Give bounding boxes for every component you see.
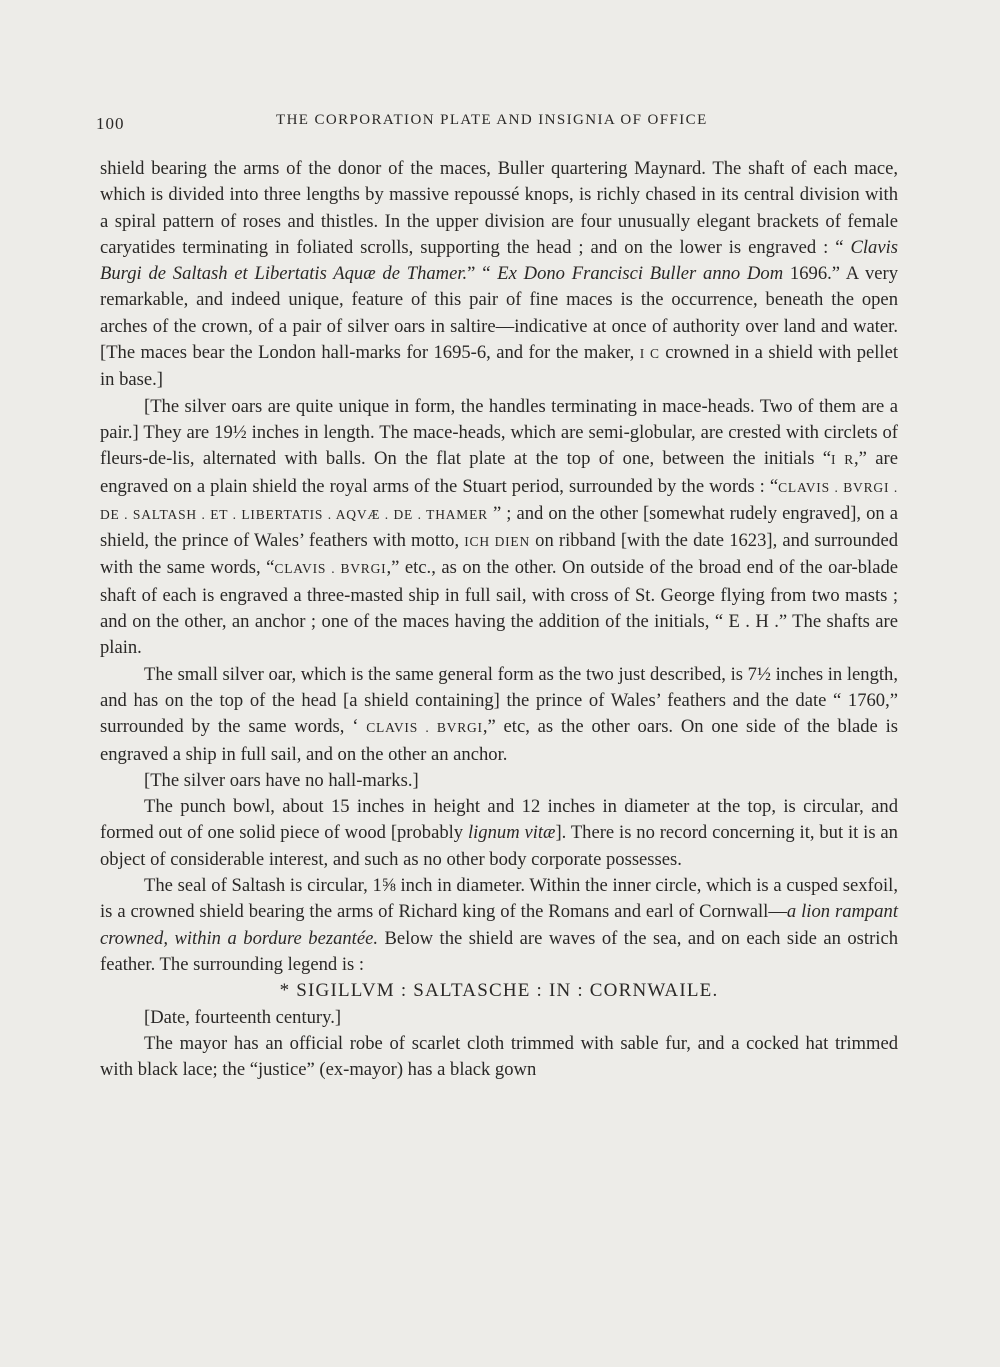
text: The seal of Saltash is circular, 1⅝ inch in diameter. Within the inner circle, which is a cusped sexfoil, is a crowned shield bearing the arms of Richard king of the Romans and earl of Cornwall— — [100, 875, 898, 923]
text: 1696.” A very remarkable, and indeed unique, feature of this pair of fine maces is the occurrence, beneath the open arches of the crown, of a pair of silver oars in saltire—indicative at once of authority over land and water. [The maces bear the London hall-marks for 1695-6, and for the maker, — [100, 263, 898, 364]
text: ,” are engraved on a plain shield the royal arms of the Stuart period, surrounded by the words : “ — [100, 448, 898, 497]
text: ,” etc., as on the other. On outside of the broad end of the oar-blade shaft of each is engraved a three-masted ship in full sail, with cross of St. George flying from two masts ; and on the other, an anchor ; one of the maces having the addition of the initials, “ E . H .” The shafts are plain. — [100, 557, 899, 659]
inscription: CLAVIS . BVRGI . DE . SALTASH . ET . LIBERTATIS . AQVÆ . DE . THAMER — [100, 479, 898, 522]
paragraph-hallmarks — [100, 768, 898, 794]
maker-mark: I C — [639, 346, 660, 362]
inscription: CLAVIS . BVRGI — [366, 720, 483, 736]
text: on ribband [with the date 1623], and surrounded with the same words, “ — [100, 530, 899, 579]
paragraph-mayor — [100, 1031, 898, 1084]
text: shield bearing the arms of the donor of the maces, Buller quartering Maynard. The shaft of each mace, which is divided into three lengths by massive repoussé knops, is richly chased in its central division with a spiral pattern of roses and thistles. In the upper division are four unusually elegant brackets of female caryatides terminating in foliated scrolls, supporting the head ; and on the lower is engraved : “ — [100, 158, 898, 258]
heraldic-blazon: a lion rampant crowned, within a bordure bezantée. — [100, 901, 898, 949]
paragraph-silver-oars — [100, 394, 898, 662]
page-number: 100 — [96, 114, 125, 133]
latin-term: lignum vitæ — [467, 822, 556, 844]
text: crowned in a shield with pellet in base.] — [100, 342, 899, 391]
page-header — [96, 108, 896, 138]
text: [The silver oars have no hall-marks.] — [144, 769, 419, 791]
inscription-latin: Clavis Burgi de Saltash et Libertatis Aquæ de Thamer. — [100, 236, 898, 285]
paragraph-maces — [100, 156, 898, 394]
text: ]. There is no record concerning it, but it is an object of considerable interest, and such as no other body corporate possesses. — [100, 822, 898, 870]
running-title: THE CORPORATION PLATE AND INSIGNIA OF OFFICE — [276, 112, 708, 128]
text: [Date, fourteenth century.] — [144, 1006, 342, 1028]
inscription-latin: Ex Dono Francisci Buller anno Dom — [497, 263, 784, 285]
paragraph-punch-bowl — [100, 794, 898, 873]
inscription: CLAVIS . BVRGI — [274, 561, 387, 577]
text: ” “ — [467, 263, 498, 285]
text: ,” etc, as the other oars. On one side of the blade is engraved a ship in full sail, and on the other an anchor. — [100, 716, 899, 765]
paragraph-date — [100, 1005, 898, 1031]
paragraph-seal — [100, 873, 898, 978]
motto: ICH DIEN — [464, 534, 531, 550]
initials: I R — [831, 452, 855, 468]
seal-legend: * SIGILLVM : SALTASCHE : IN : CORNWAILE. — [279, 980, 719, 1002]
body-text — [100, 156, 898, 1083]
text: The punch bowl, about 15 inches in height and 12 inches in diameter at the top, is circular, and formed out of one solid piece of wood [probably — [100, 796, 898, 844]
text: Below the shield are waves of the sea, and on each side an ostrich feather. The surrounding legend is : — [100, 927, 898, 975]
paragraph-small-oar — [100, 662, 898, 768]
text: The mayor has an official robe of scarlet cloth trimmed with sable fur, and a cocked hat trimmed with black lace; the “justice” (ex-mayor) has a black gown — [100, 1032, 898, 1081]
text: The small silver oar, which is the same general form as the two just described, is 7½ inches in length, and has on the top of the head [a shield containing] the prince of Wales’ feathers and the date “ 1760,” surrounded by the same words, ‘ — [100, 663, 898, 738]
text: ” ; and on the other [somewhat rudely engraved], on a shield, the prince of Wales’ feathers with motto, — [100, 502, 898, 552]
text: [The silver oars are quite unique in form, the handles terminating in mace-heads. Two of them are a pair.] They are 19½ inches in length. The mace-heads, which are semi-globular, are crested with circlets of fleurs-de-lis, alternated with balls. On the flat plate at the top of one, between the initials “ — [100, 395, 898, 470]
